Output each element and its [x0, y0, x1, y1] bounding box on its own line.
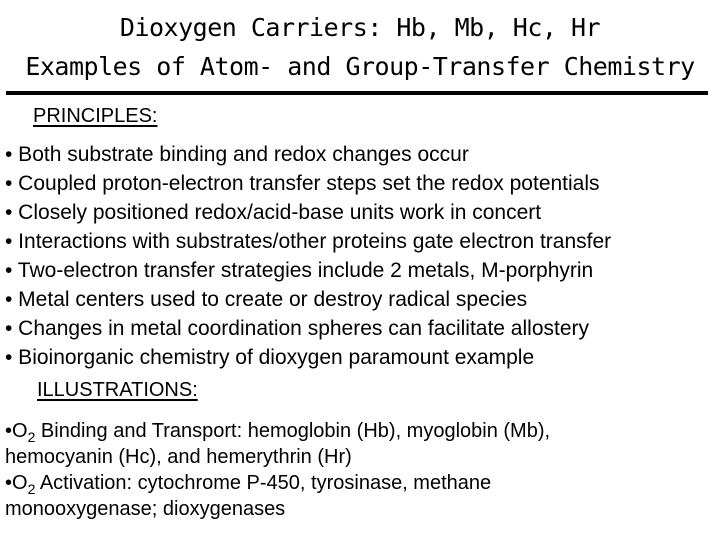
principle-item: • Coupled proton-electron transfer steps set the redox potentials — [5, 172, 600, 195]
bullet-o: •O — [5, 420, 28, 442]
principle-item: • Bioinorganic chemistry of dioxygen paramount example — [5, 346, 535, 369]
illustration-item-binding-line-2: hemocyanin (Hc), and hemerythrin (Hr) — [5, 446, 352, 468]
illustration-item-activation-line-2: monooxygenase; dioxygenases — [5, 498, 286, 520]
subscript: 2 — [27, 481, 36, 497]
title-divider-rule — [6, 91, 708, 95]
illustrations-heading: ILLUSTRATIONS: — [37, 379, 198, 401]
principle-item: • Two-electron transfer strategies include 2 metals, M-porphyrin — [5, 259, 594, 282]
principle-item: • Metal centers used to create or destroy radical species — [5, 288, 528, 311]
principle-item: • Interactions with substrates/other proteins gate electron transfer — [5, 230, 612, 253]
principle-item: • Closely positioned redox/acid-base units work in concert — [5, 201, 542, 224]
slide-title-line-1: Dioxygen Carriers: Hb, Mb, Hc, Hr — [119, 13, 601, 42]
illustration-text: Activation: cytochrome P-450, tyrosinase, methane — [35, 472, 492, 494]
principles-heading: PRINCIPLES: — [33, 105, 158, 127]
illustrations-body — [5, 418, 720, 522]
principle-item: • Both substrate binding and redox changes occur — [5, 143, 469, 166]
principles-list — [5, 140, 720, 372]
principle-item: • Changes in metal coordination spheres can facilitate allostery — [5, 317, 590, 340]
subscript: 2 — [27, 429, 36, 445]
illustration-item-binding-line-1 — [5, 418, 720, 444]
slide-title-line-2: Examples of Atom- and Group-Transfer Chemistry — [25, 52, 695, 81]
bullet-o: •O — [5, 472, 28, 494]
illustration-text: Binding and Transport: hemoglobin (Hb), myoglobin (Mb), — [35, 420, 551, 442]
illustration-item-activation-line-1 — [5, 470, 720, 496]
